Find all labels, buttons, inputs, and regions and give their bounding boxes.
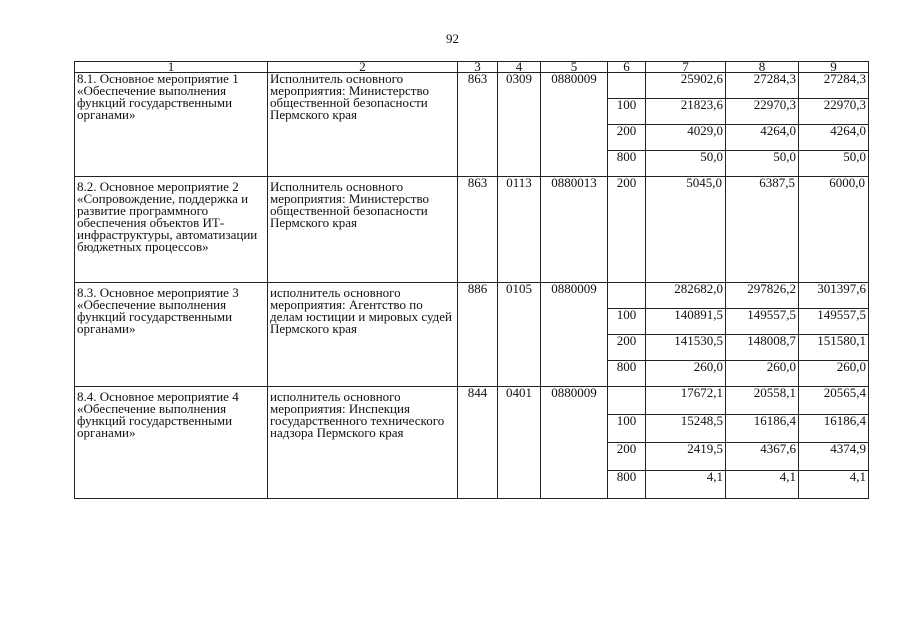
value-col7-cell: 5045,0: [646, 177, 726, 283]
value-col8-cell: 4367,6: [726, 443, 799, 471]
value-col9-cell: 149557,5: [799, 309, 869, 335]
budget-table: [74, 61, 869, 499]
code-col6-cell: 200: [608, 125, 646, 151]
measure-name-cell: 8.2. Основное мероприятие 2 «Сопровождение, поддержка и развитие программного обеспечения объектов ИТ-инфраструктуры, автоматизации бюджетных процессов»: [75, 177, 268, 283]
code-col6-cell: 800: [608, 361, 646, 387]
column-header: 4: [498, 62, 541, 73]
value-col7-cell: 4029,0: [646, 125, 726, 151]
value-col8-cell: 4,1: [726, 471, 799, 499]
value-col7-cell: 17672,1: [646, 387, 726, 415]
value-col9-cell: 301397,6: [799, 283, 869, 309]
value-col8-cell: 50,0: [726, 151, 799, 177]
value-col7-cell: 140891,5: [646, 309, 726, 335]
value-col7-cell: 2419,5: [646, 443, 726, 471]
executor-cell: Исполнитель основного мероприятия: Министерство общественной безопасности Пермского края: [268, 73, 458, 177]
column-header: 7: [646, 62, 726, 73]
code-col5-cell: 0880009: [541, 73, 608, 177]
code-col6-cell: 100: [608, 309, 646, 335]
value-col9-cell: 50,0: [799, 151, 869, 177]
executor-cell: Исполнитель основного мероприятия: Министерство общественной безопасности Пермского края: [268, 177, 458, 283]
value-col8-cell: 6387,5: [726, 177, 799, 283]
code-col6-cell: 100: [608, 415, 646, 443]
code-col6-cell: [608, 73, 646, 99]
header-row: [75, 62, 869, 73]
value-col7-cell: 260,0: [646, 361, 726, 387]
measure-name-cell: 8.4. Основное мероприятие 4 «Обеспечение выполнения функций государственными органами»: [75, 387, 268, 499]
column-header: 9: [799, 62, 869, 73]
value-col8-cell: 27284,3: [726, 73, 799, 99]
column-header: 2: [268, 62, 458, 73]
code-col6-cell: 100: [608, 99, 646, 125]
value-col9-cell: 27284,3: [799, 73, 869, 99]
code-col3-cell: 886: [458, 283, 498, 387]
code-col3-cell: 863: [458, 177, 498, 283]
code-col4-cell: 0401: [498, 387, 541, 499]
column-header: 8: [726, 62, 799, 73]
value-col9-cell: 4264,0: [799, 125, 869, 151]
table-row: [75, 73, 869, 99]
code-col4-cell: 0309: [498, 73, 541, 177]
value-col8-cell: 20558,1: [726, 387, 799, 415]
table-row: [75, 283, 869, 309]
table-row: [75, 387, 869, 415]
value-col7-cell: 15248,5: [646, 415, 726, 443]
column-header: 5: [541, 62, 608, 73]
code-col6-cell: [608, 283, 646, 309]
executor-cell: исполнитель основного мероприятия: Инспекция государственного технического надзора Пермского края: [268, 387, 458, 499]
value-col9-cell: 16186,4: [799, 415, 869, 443]
value-col9-cell: 4374,9: [799, 443, 869, 471]
executor-cell: исполнитель основного мероприятия: Агентство по делам юстиции и мировых судей Пермского края: [268, 283, 458, 387]
column-header: 6: [608, 62, 646, 73]
value-col8-cell: 148008,7: [726, 335, 799, 361]
value-col7-cell: 21823,6: [646, 99, 726, 125]
value-col7-cell: 25902,6: [646, 73, 726, 99]
code-col6-cell: 800: [608, 471, 646, 499]
code-col3-cell: 844: [458, 387, 498, 499]
code-col3-cell: 863: [458, 73, 498, 177]
value-col7-cell: 141530,5: [646, 335, 726, 361]
value-col8-cell: 22970,3: [726, 99, 799, 125]
value-col7-cell: 50,0: [646, 151, 726, 177]
code-col4-cell: 0105: [498, 283, 541, 387]
value-col9-cell: 20565,4: [799, 387, 869, 415]
measure-name-cell: 8.1. Основное мероприятие 1 «Обеспечение выполнения функций государственными органами»: [75, 73, 268, 177]
code-col5-cell: 0880013: [541, 177, 608, 283]
value-col8-cell: 297826,2: [726, 283, 799, 309]
value-col8-cell: 16186,4: [726, 415, 799, 443]
table-row: [75, 177, 869, 283]
value-col7-cell: 282682,0: [646, 283, 726, 309]
measure-name-cell: 8.3. Основное мероприятие 3 «Обеспечение выполнения функций государственными органами»: [75, 283, 268, 387]
page-number: 92: [446, 31, 459, 46]
column-header: 3: [458, 62, 498, 73]
code-col6-cell: 200: [608, 335, 646, 361]
code-col5-cell: 0880009: [541, 387, 608, 499]
value-col9-cell: 260,0: [799, 361, 869, 387]
code-col6-cell: 800: [608, 151, 646, 177]
code-col6-cell: 200: [608, 177, 646, 283]
value-col9-cell: 151580,1: [799, 335, 869, 361]
value-col8-cell: 149557,5: [726, 309, 799, 335]
value-col8-cell: 4264,0: [726, 125, 799, 151]
code-col6-cell: 200: [608, 443, 646, 471]
code-col5-cell: 0880009: [541, 283, 608, 387]
code-col6-cell: [608, 387, 646, 415]
value-col9-cell: 4,1: [799, 471, 869, 499]
column-header: 1: [75, 62, 268, 73]
value-col9-cell: 6000,0: [799, 177, 869, 283]
value-col9-cell: 22970,3: [799, 99, 869, 125]
value-col8-cell: 260,0: [726, 361, 799, 387]
value-col7-cell: 4,1: [646, 471, 726, 499]
code-col4-cell: 0113: [498, 177, 541, 283]
